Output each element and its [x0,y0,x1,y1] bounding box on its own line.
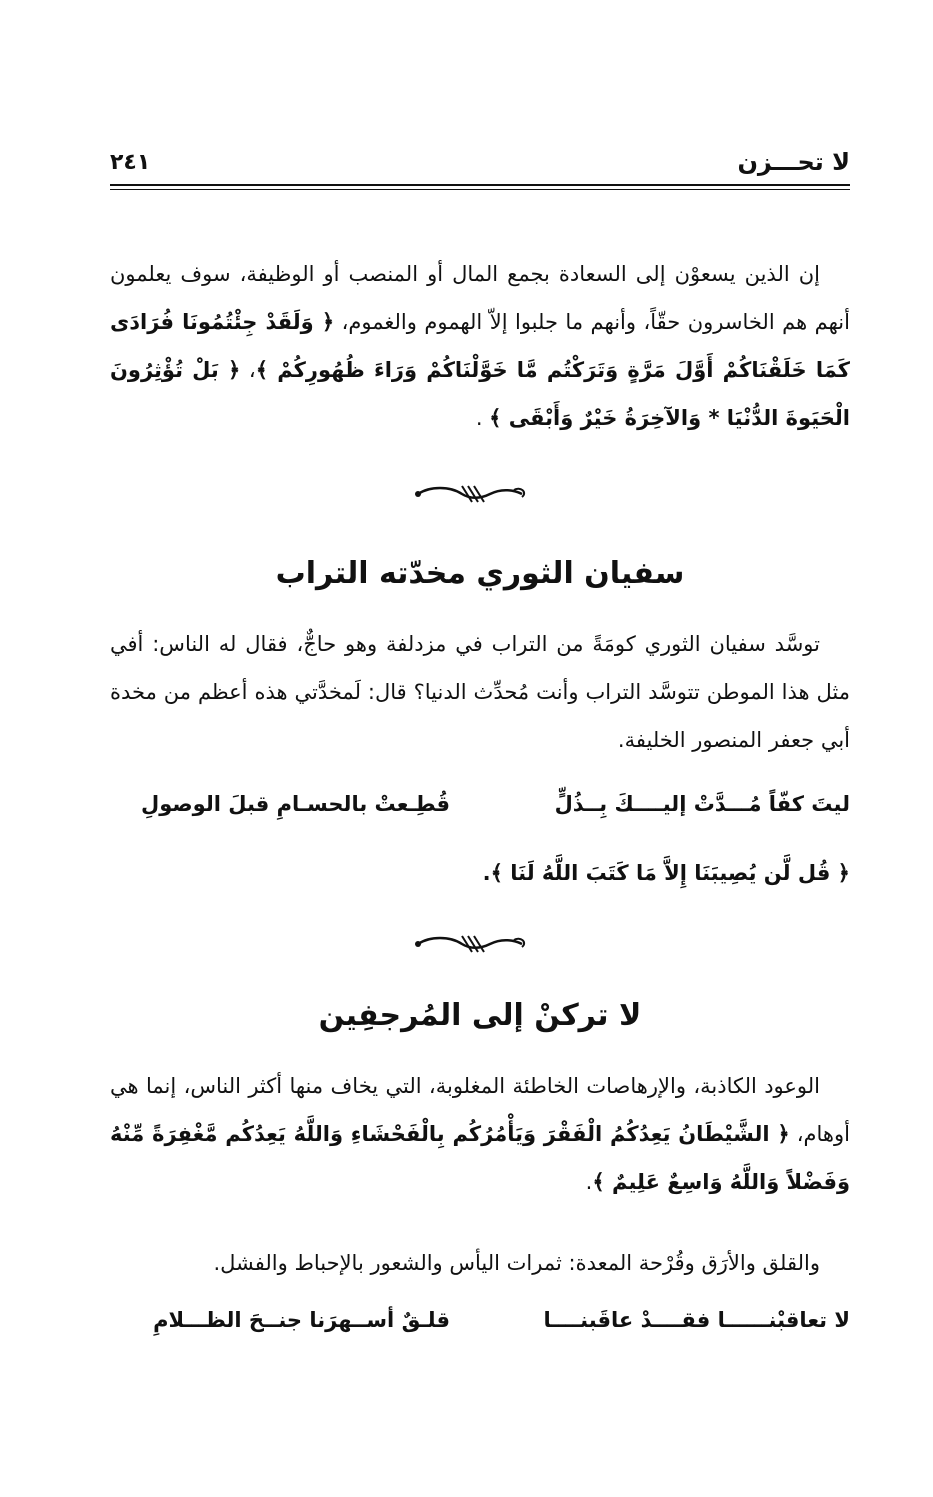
page-header [110,148,850,182]
verse-first-hemistich: ليتَ كفّاً مُـــدَّتْ إليــــكَ بِــذُلٍّ [554,792,850,816]
quran-verse-line: ﴿ قُل لَّن يُصِيبَنَا إِلاَّ مَا كَتَبَ اللَّهُ لَنَا ﴾. [482,861,850,885]
paragraph-end: . [585,1170,593,1194]
verse-first-hemistich: لا تعاقبْنــــــا فقــــدْ عاقَبنــــا [543,1308,850,1332]
quran-verse: ﴿ وَلَقَدْ جِئْتُمُونَا فُرَادَى كَمَا خَلَقْنَاكُمْ أَوَّلَ مَرَّةٍ وَتَرَكْتُم مَّا خَوَّلْنَاكُمْ وَرَاءَ ظُهُورِكُمْ ﴾ [110,310,851,382]
section-title: سفيان الثوري مخدّته التراب [275,556,685,591]
paragraph: توسَّد سفيان الثوري كومَةً من التراب في مزدلفة وهو حاجٌّ، فقال له الناس: أفي مثل هذا الموطن تتوسَّد التراب وأنت مُحدِّث الدنيا؟ قال: لَمخدَّتي هذه أعظم من مخدة أبي جعفر المنصور الخليفة. [110,632,850,752]
opening-paragraph [110,250,850,442]
section-paragraph [110,1062,850,1206]
poetry-verse [110,792,850,832]
section-title: لا تركنْ إلى المُرجفِين [318,998,642,1033]
quran-verse: ﴿ بَلْ تُؤْثِرُونَ الْحَيَوةَ الدُّنْيَا * وَالآخِرَةُ خَيْرٌ وَأَبْقَى ﴾ [110,358,850,430]
paragraph-text: إن الذين يسعوْن إلى السعادة بجمع المال أو المنصب أو الوظيفة، سوف يعلمون أنهم هم الخاسرون حقّاً، وأنهم ما جلبوا إلاّ الهموم والغموم، [110,262,850,334]
paragraph-end: . [475,406,490,430]
verse-second-hemistich: قلـقٌ أســهرَنا جنــحَ الظـــلامِ [153,1308,450,1332]
header-rule-thin [110,189,850,190]
quran-verse: ﴿ الشَّيْطَانُ يَعِدُكُمُ الْفَقْرَ وَيَأْمُرُكُم بِالْفَحْشَاءِ وَاللَّهُ يَعِدُكُم مَّغْفِرَةً مِّنْهُ وَفَضْلاً وَاللَّهُ وَاسِعٌ عَلِيمٌ ﴾ [110,1122,850,1194]
poetry-verse [110,1308,850,1348]
section-divider-ornament [410,932,530,956]
separator: ، [240,358,256,382]
paragraph-line: والقلق والأرَق وقُرْحة المعدة: ثمرات اليأس والشعور بالإحباط والفشل. [213,1251,820,1275]
paragraph-text: الوعود الكاذبة، والإرهاصات الخاطئة المغلوبة، التي يخاف منها أكثر الناس، إنما هي أوهام، [110,1074,850,1146]
running-title: لا تحـــزن [737,148,850,176]
section-paragraph [110,620,850,764]
section-divider-ornament [410,482,530,506]
paragraph [110,250,850,442]
header-rule [110,184,850,186]
paragraph [110,1062,850,1206]
verse-second-hemistich: قُطِـعتْ بالحسـامِ قبلَ الوصولِ [140,792,450,816]
page-number: ٢٤١ [110,150,151,175]
